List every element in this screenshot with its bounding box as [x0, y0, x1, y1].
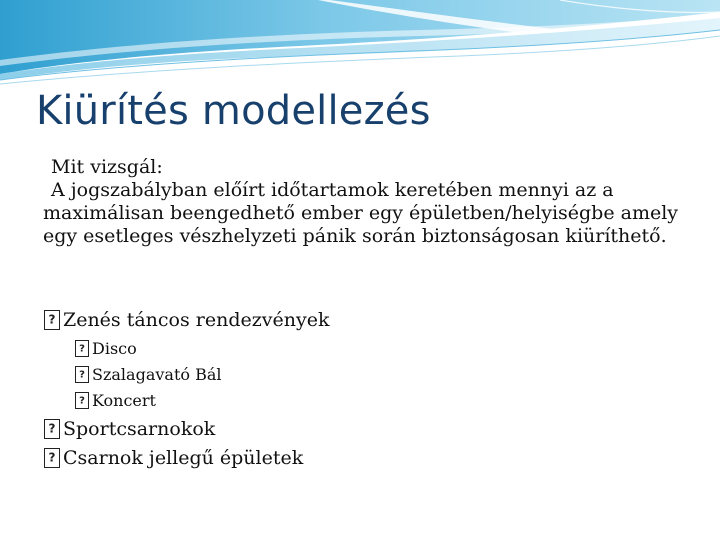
bullet-label: Zenés táncos rendezvények	[63, 309, 330, 331]
subbullet-szalagavato-bal	[75, 365, 222, 384]
missing-glyph-box-icon	[44, 419, 60, 439]
missing-glyph-box-icon	[44, 448, 60, 468]
missing-glyph-box-icon	[44, 310, 60, 330]
page-title: Kiürítés modellezés	[36, 88, 431, 134]
bullet-label: Csarnok jellegű épületek	[63, 447, 304, 469]
missing-glyph-box-icon	[75, 366, 89, 383]
decorative-header-waves	[0, 0, 720, 90]
bullet-csarnok-jellegu-epuletek	[44, 447, 303, 469]
intro-text	[43, 156, 683, 248]
intro-paragraph: A jogszabályban előírt időtartamok keretében mennyi az a maximálisan beengedhető ember egy épületben/helyiségbe amely egy esetleges vészhelyzeti pánik során biztonságosan kiüríthető.	[43, 179, 679, 247]
intro-question: Mit vizsgál:	[51, 156, 163, 178]
bullet-label: Koncert	[92, 391, 156, 410]
missing-glyph-box-icon	[75, 392, 89, 409]
subbullet-disco	[75, 339, 137, 358]
bullet-label: Disco	[92, 339, 137, 358]
bullet-sportcsarnokok	[44, 418, 215, 440]
bullet-zenes-tancos-rendezvenyek	[44, 309, 329, 331]
subbullet-koncert	[75, 391, 156, 410]
missing-glyph-box-icon	[75, 340, 89, 357]
bullet-label: Sportcsarnokok	[63, 418, 216, 440]
bullet-label: Szalagavató Bál	[92, 365, 222, 384]
